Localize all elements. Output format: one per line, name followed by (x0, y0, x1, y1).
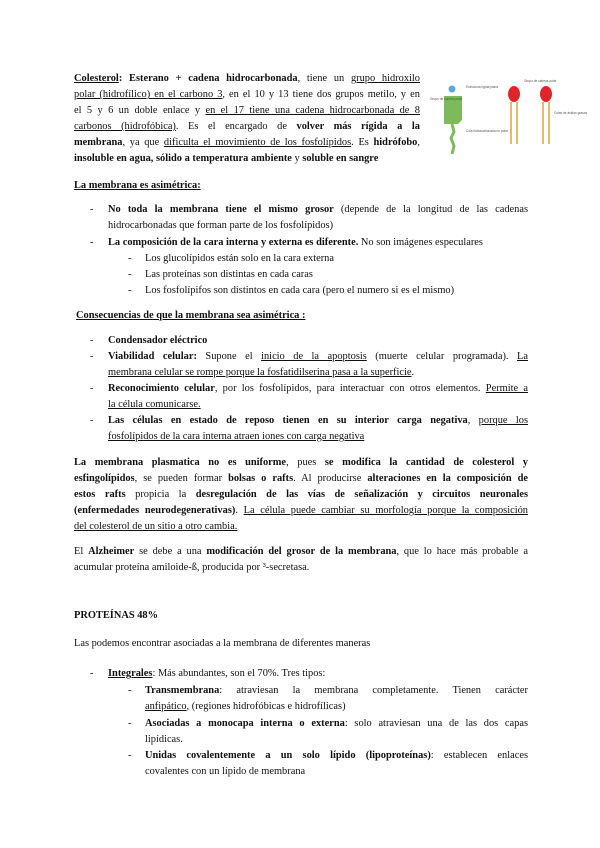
cons-bullet-3: Reconocimiento celular, por los fosfolípidos, para interactuar con otros elementos. Permite a (108, 383, 528, 394)
sub-bullet-dash: - (128, 718, 132, 729)
asym-sub-1: Los glucolípidos están solo en la cara externa (145, 253, 334, 264)
sub-bullet-dash: - (128, 750, 132, 761)
colesterol-line-2: polar (hidrofílico) en el carbono 3, en el 10 y 13 tiene dos grupos metilo, y en (74, 89, 420, 100)
asym-bullet-2: La composición de la cara interna y externa es diferente. No son imágenes especulares (108, 237, 483, 248)
asym-sub-3: Los fosfolípifos son distintos en cada cara (pero el numero si es el mismo) (145, 285, 455, 296)
bullet-dash: - (90, 383, 94, 394)
para1-line-4: (enfermedades neurodegenerativas). La célula puede cambiar su morfología porque la composición (74, 505, 528, 516)
cons-bullet-2-cont: membrana celular se rompe porque la fosfatidilserina pasa a la superficie. (108, 367, 415, 378)
prot-bullet-integrales: Integrales: Más abundantes, son el 70%. Tres tipos: (108, 668, 326, 679)
figure-label-2: Estructura rígida plana (466, 85, 499, 89)
para1-line-2: esfingolípidos, se pueden formar bolsas o rafts. Al producirse alteraciones en la composición de (74, 473, 528, 484)
asym-sub-2: Las proteínas son distintas en cada caras (145, 269, 313, 280)
bullet-dash: - (90, 237, 94, 248)
sub-bullet-dash: - (128, 285, 132, 296)
cons-bullet-3-cont: la célula comunicarse. (108, 399, 201, 410)
para1-line-5: del colesterol de un sitio a otro cambia. (74, 521, 238, 532)
figure-label-5: Colas de ácidos grasos (554, 111, 588, 115)
cons-bullet-4: Las células en estado de reposo tienen en su interior carga negativa, porque los (108, 415, 528, 426)
figure-label-3: Cola hidrocarbonada no polar (466, 129, 508, 133)
prot-sub-3-cont: covalentes con un lípido de membrana (145, 766, 306, 777)
phospholipid-1-icon (508, 86, 520, 144)
colesterol-line-4: carbonos (hidrofóbica). Es el encargado de volver más rígida a la (74, 121, 420, 132)
asym-heading: La membrana es asimétrica: (74, 180, 201, 191)
asym-bullet-1-cont: hidrocarbonadas que forman parte de los fosfolípidos) (108, 220, 334, 231)
bullet-dash: - (90, 668, 94, 679)
colesterol-line-5: membrana, ya que dificulta el movimiento de los fosfolípidos. Es hidrófobo, (74, 137, 420, 148)
phospholipid-2-icon (540, 86, 552, 144)
figure-label-1: Grupo de cabeza polar (430, 97, 463, 101)
bullet-dash: - (90, 204, 94, 215)
cons-bullet-2: Viabilidad celular: Supone el inicio de la apoptosis (muerte celular programada). La (108, 351, 528, 362)
colesterol-line-3: el 5 y 6 un doble enlace y en el 17 tiene una cadena hidrocarbonada de 8 (74, 105, 420, 116)
cons-bullet-4-cont: fosfolípidos de la cara interna atraen iones con carga negativa (108, 431, 365, 442)
prot-sub-3: Unidas covalentemente a un solo lípido (lipoproteínas): establecen enlaces (145, 750, 528, 761)
colesterol-line-6: insoluble en agua, sólido a temperatura ambiente y soluble en sangre (74, 153, 379, 164)
para2-line-2: acumular proteína amiloide-ß, producida por ³-secretasa. (74, 562, 310, 573)
para2-line-1: El Alzheimer se debe a una modificación del grosor de la membrana, que lo hace más probable a (74, 546, 528, 557)
proteins-intro: Las podemos encontrar asociadas a la membrana de diferentes maneras (74, 638, 371, 649)
proteins-heading: PROTEÍNAS 48% (74, 610, 159, 621)
para1-line-3: estos rafts propicia la desregulación de las vías de señalización y circuitos neuronales (74, 489, 528, 500)
sub-bullet-dash: - (128, 685, 132, 696)
colesterol-line-1: Colesterol: Esterano + cadena hidrocarbonada, tiene un grupo hidroxilo (74, 73, 421, 84)
figure-label-4: Grupo de cabeza polar (524, 79, 557, 83)
bullet-dash: - (90, 335, 94, 346)
sub-bullet-dash: - (128, 253, 132, 264)
bullet-dash: - (90, 415, 94, 426)
prot-sub-2-cont: lipídicas. (145, 734, 183, 745)
prot-sub-1: Transmembrana: atraviesan la membrana completamente. Tienen carácter (145, 685, 528, 696)
sub-bullet-dash: - (128, 269, 132, 280)
cons-heading: Consecuencias de que la membrana sea asimétrica : (76, 310, 306, 321)
prot-sub-1-cont: anfipático, (regiones hidrofóbicas e hidrofílicas) (145, 701, 346, 712)
cholesterol-phospholipid-figure (428, 74, 588, 160)
prot-sub-2: Asociadas a monocapa interna o externa: solo atraviesan una de las dos capas (145, 718, 528, 729)
bullet-dash: - (90, 351, 94, 362)
asym-bullet-1: No toda la membrana tiene el mismo grosor (depende de la longitud de las cadenas (108, 204, 528, 215)
para1-line-1: La membrana plasmatica no es uniforme, pues se modifica la cantidad de colesterol y (74, 457, 529, 468)
cons-bullet-1: Condensador eléctrico (108, 335, 208, 346)
cholesterol-molecule-icon (444, 86, 462, 155)
